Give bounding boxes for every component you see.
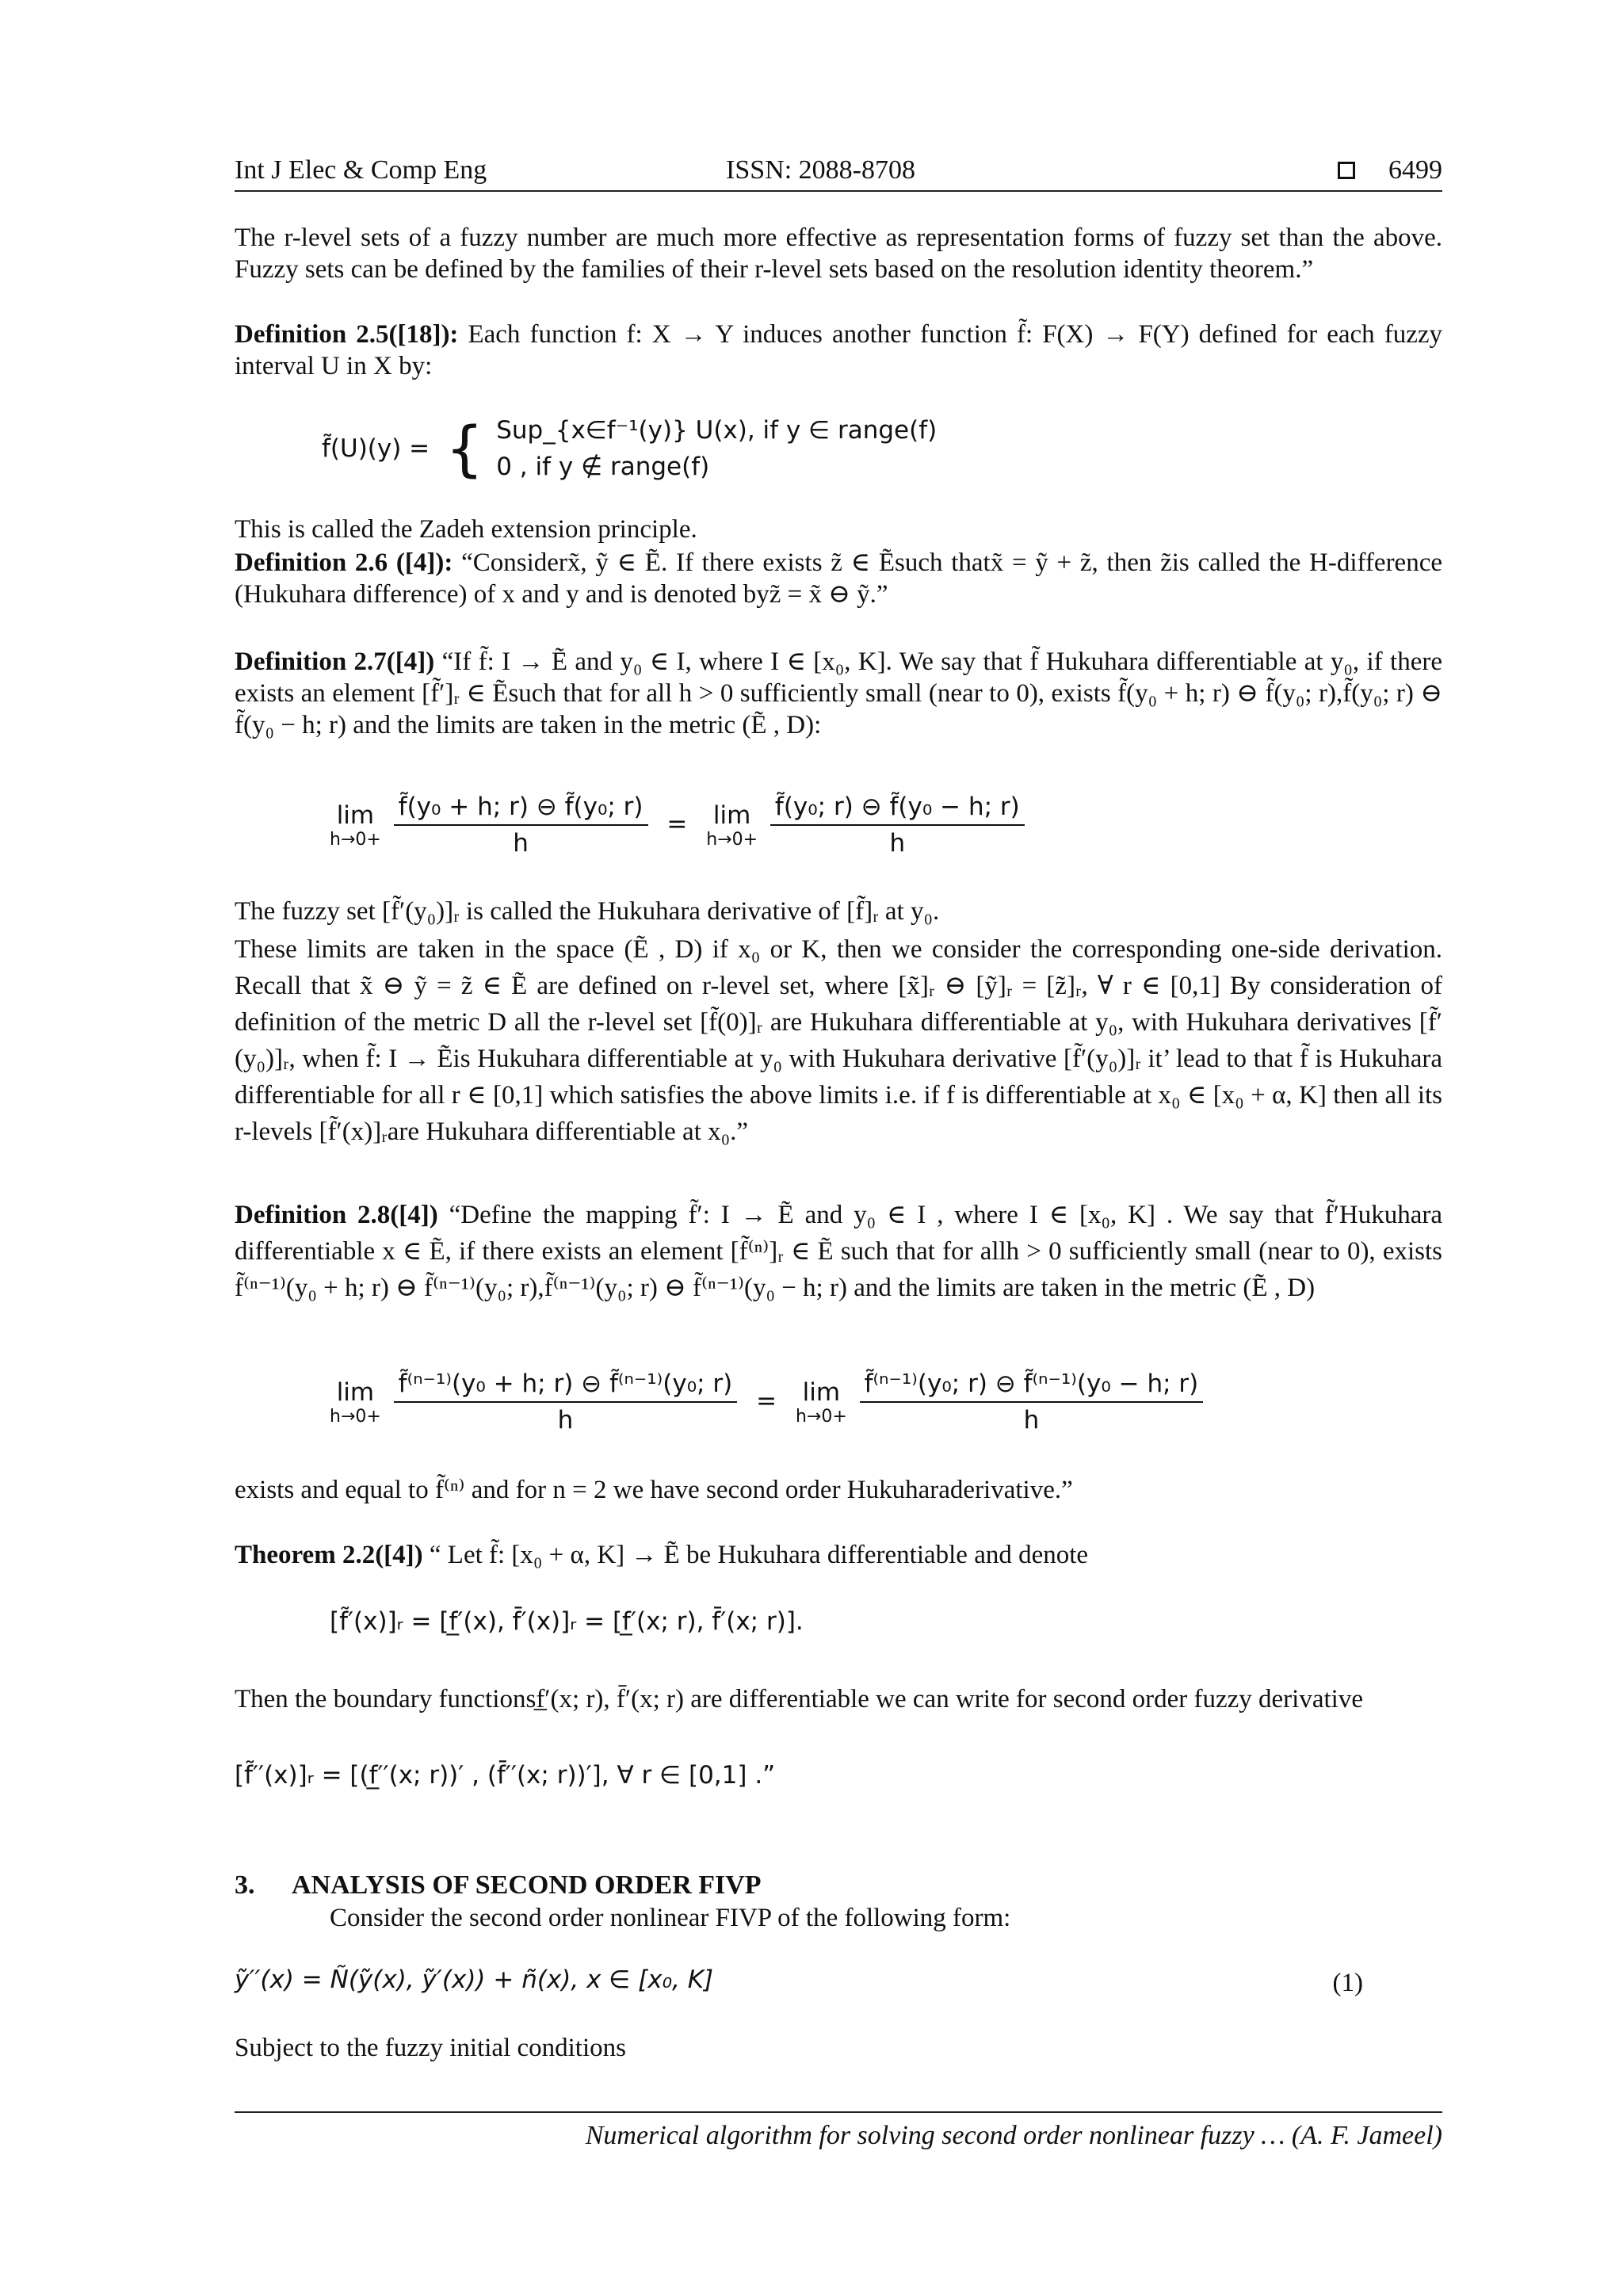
definition-text: “If f̃: I → Ẽ and y₀ ∈ I, where I ∈ [x₀, K]. We say that f̃ Hukuhara differentiable at y₀, if there exists an element [f̃′]ᵣ ∈ Ẽsuch that for all h > 0 sufficiently small (near to 0), exists f̃(y₀ + h; r) ⊖ f̃(y₀; r),f̃(y₀; r) ⊖ f̃(y₀ − h; r) and the limits are taken in the metric (Ẽ , D):: [235, 648, 1442, 739]
equation-second-order-derivative: [f̃′′(x)]ᵣ = [(f̲′′(x; r))′ , (f̄′′(x; r))′], ∀ r ∈ [0,1] .”: [235, 1761, 776, 1790]
zadeh-line: This is called the Zadeh extension principle.: [235, 515, 697, 544]
left-brace: {: [445, 413, 484, 483]
definition-text: Each function f: X → Y induces another function f̃: F(X) → F(Y) defined for each fuzzy interval U in X by:: [235, 320, 1442, 380]
definition-label: Definition 2.5([18]):: [235, 320, 459, 349]
equation-boundary-derivative: [f̃′(x)]ᵣ = [f̲′(x), f̄′(x)]ᵣ = [f̲′(x; r), f̄′(x; r)].: [330, 1607, 804, 1636]
definition-label: Definition 2.8([4]): [235, 1201, 438, 1229]
equation-higher-order-limit: lim h→0+ $\frac{\text{f̃⁽ⁿ⁻¹⁾(y₀ + h; r) ⊖ f̃⁽ⁿ⁻¹⁾(y₀; r)}}{h}$ = lim h→0+ $\frac{\text{f̃⁽ⁿ⁻¹⁾(y₀; r) ⊖ f̃⁽ⁿ⁻¹⁾(y₀ − h; r)}}{h}$: [330, 1370, 1203, 1435]
section-number: 3.: [235, 1870, 255, 1900]
section-intro: Consider the second order nonlinear FIVP of the following form:: [330, 1904, 1011, 1932]
page-number: 6499: [1388, 155, 1442, 185]
journal-name: Int J Elec & Comp Eng: [235, 155, 487, 185]
page: [235, 0, 1442, 2296]
case-2: 0 , if y ∉ range(f): [496, 453, 710, 481]
theorem-text: “ Let f̃: [x₀ + α, K] → Ẽ be Hukuhara differentiable and denote: [422, 1541, 1089, 1569]
definition-2-7: [235, 646, 1442, 741]
theorem-label: Theorem 2.2([4]): [235, 1541, 423, 1569]
hukuhara-paragraph: These limits are taken in the space (Ẽ , D) if x₀ or K, then we consider the corresponding one-side derivation. Recall that x̃ ⊖ ỹ = z̃ ∈ Ẽ are defined on r-level set, where [x̃]ᵣ ⊖ [ỹ]ᵣ = [z̃]ᵣ, ∀ r ∈ [0,1] By consideration of definition of the metric D all the r-level set [f̃(0)]ᵣ are Hukuhara differentiable at y₀, with Hukuhara derivatives [f̃′(y₀)]ᵣ, when f̃: I → Ẽis Hukuhara differentiable at y₀ with Hukuhara derivative [f̃′(y₀)]ᵣ it’ lead to that f̃ is Hukuhara differentiable for all r ∈ [0,1] which satisfies the above limits i.e. if f is differentiable at x₀ ∈ [x₀ + α, K] then all its r-levels [f̃′(x)]ᵣare Hukuhara differentiable at x₀.”: [235, 935, 1443, 1146]
definition-2-5: [235, 319, 1442, 382]
definition-label: Definition 2.7([4]): [235, 648, 435, 676]
definition-2-6: [235, 547, 1442, 610]
square-bullet-icon: [1338, 162, 1355, 179]
theorem-2-2: [235, 1539, 1442, 1571]
definition-text: “Define the mapping f̃′: I → Ẽ and y₀ ∈ I , where I ∈ [x₀, K] . We say that f̃′Hukuhara differentiable x ∈ Ẽ, if there exists an element [f̃⁽ⁿ⁾]ᵣ ∈ Ẽ such that for allh > 0 sufficiently small (near to 0), exists f̃⁽ⁿ⁻¹⁾(y₀ + h; r) ⊖ f̃⁽ⁿ⁻¹⁾(y₀; r),f̃⁽ⁿ⁻¹⁾(y₀; r) ⊖ f̃⁽ⁿ⁻¹⁾(y₀ − h; r) and the limits are taken in the metric (Ẽ , D): [235, 1201, 1442, 1302]
case-1: Sup_{x∈f⁻¹(y)} U(x), if y ∈ range(f): [496, 416, 938, 445]
section-title: ANALYSIS OF SECOND ORDER FIVP: [292, 1870, 762, 1900]
equation-number: (1): [1332, 1969, 1363, 1997]
paragraph-intro: The r-level sets of a fuzzy number are much more effective as representation forms of fuzzy set than the above. Fuzzy sets can be defined by the families of their r-level sets based on the resolution identity theorem.”: [235, 223, 1442, 284]
equation-1: ỹ′′(x) = Ñ(ỹ(x), ỹ′(x)) + ñ(x), x ∈ [x₀, K]: [235, 1966, 714, 1994]
boundary-functions-line: Then the boundary functionsf̲′(x; r), f̄′(x; r) are differentiable we can write for second order fuzzy derivative: [235, 1685, 1363, 1713]
second-order-line: exists and equal to f̃⁽ⁿ⁾ and for n = 2 we have second order Hukuharaderivative.”: [235, 1476, 1073, 1504]
hukuhara-derivative-line: The fuzzy set [f̃′(y₀)]ᵣ is called the Hukuhara derivative of [f̃]ᵣ at y₀.: [235, 897, 940, 926]
issn: ISSN: 2088-8708: [726, 155, 915, 185]
definition-text: “Considerx̃, ỹ ∈ Ẽ. If there exists z̃ ∈ Ẽsuch thatx̃ = ỹ + z̃, then z̃is called the H-difference (Hukuhara difference) of x and y and is denoted byz̃ = x̃ ⊖ ỹ.”: [235, 548, 1443, 609]
equation-zadeh: f̃(U)(y) = { Sup_{x∈f⁻¹(y)} U(x), if y ∈ range(f) 0 , if y ∉ range(f): [322, 413, 938, 483]
definition-label: Definition 2.6 ([4]):: [235, 548, 453, 577]
definition-2-8: [235, 1197, 1442, 1306]
header-rule: [235, 190, 1442, 192]
subject-line: Subject to the fuzzy initial conditions: [235, 2034, 626, 2062]
footer-rule: [235, 2111, 1442, 2113]
running-footer: Numerical algorithm for solving second order nonlinear fuzzy … (A. F. Jameel): [585, 2121, 1442, 2150]
equation-hukuhara-limit: lim h→0+ $\frac{\text{f̃(y₀ + h; r) ⊖ f̃(y₀; r)}}{h}$ = lim h→0+ $\frac{\text{f̃(y₀; r) ⊖ f̃(y₀ − h; r)}}{h}$: [330, 793, 1025, 858]
